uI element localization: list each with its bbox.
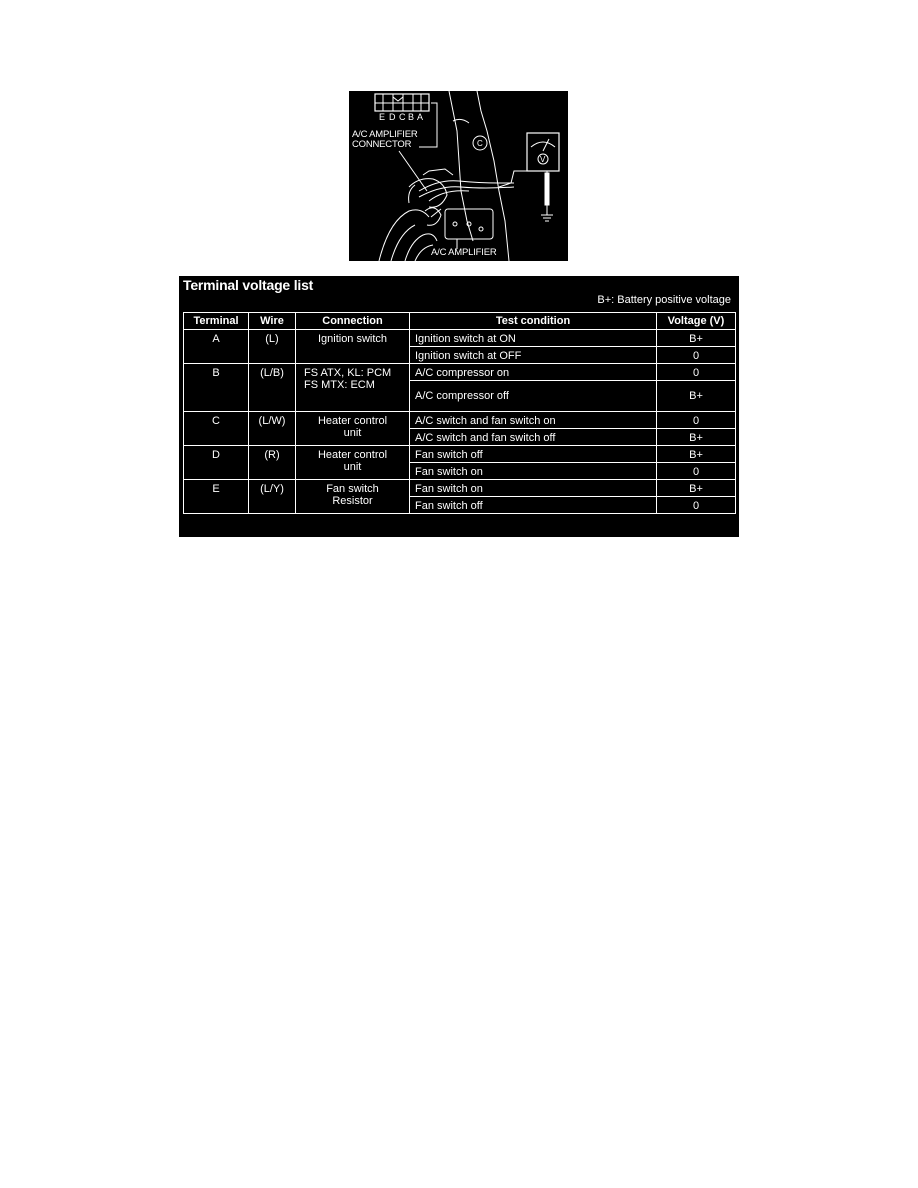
condition-cell: A/C compressor on <box>410 364 657 381</box>
condition-cell: Fan switch off <box>410 446 657 463</box>
connection-line: Heater control <box>317 449 388 461</box>
connection-line: Fan switch <box>326 483 379 495</box>
pin-label-c: C <box>399 112 406 122</box>
ground-symbol: C <box>477 139 483 148</box>
voltmeter-symbol: V <box>540 155 546 164</box>
amplifier-label: A/C AMPLIFIER <box>431 247 497 258</box>
table-row <box>184 330 736 347</box>
header-wire: Wire <box>249 313 296 330</box>
connection-line: Resistor <box>332 495 373 507</box>
condition-cell: A/C switch and fan switch on <box>410 412 657 429</box>
header-test-condition: Test condition <box>410 313 657 330</box>
connection-line: FS MTX: ECM <box>304 379 375 391</box>
wire-cell: (L/B) <box>249 364 296 412</box>
condition-cell: A/C compressor off <box>410 381 657 412</box>
connection-line: FS ATX, KL: PCM <box>304 367 392 379</box>
pin-label-d: D <box>389 112 396 122</box>
header-voltage: Voltage (V) <box>657 313 736 330</box>
voltage-cell: 0 <box>657 412 736 429</box>
connection-cell <box>296 364 410 412</box>
table-row <box>184 480 736 497</box>
condition-cell: Ignition switch at ON <box>410 330 657 347</box>
voltage-cell: 0 <box>657 497 736 514</box>
table-row <box>184 364 736 381</box>
wire-cell: (L/Y) <box>249 480 296 514</box>
connection-line: unit <box>343 427 362 439</box>
voltage-cell: 0 <box>657 364 736 381</box>
wire-cell: (L/W) <box>249 412 296 446</box>
header-connection: Connection <box>296 313 410 330</box>
connection-line: Ignition switch <box>317 333 388 345</box>
connection-cell <box>296 330 410 364</box>
pin-label-a: A <box>417 112 424 122</box>
voltage-cell: B+ <box>657 381 736 412</box>
terminal-cell: D <box>184 446 249 480</box>
wiring-diagram <box>349 91 568 261</box>
terminal-cell: E <box>184 480 249 514</box>
connection-cell <box>296 412 410 446</box>
table-header-row <box>184 313 736 330</box>
connection-cell <box>296 446 410 480</box>
wire-cell: (L) <box>249 330 296 364</box>
wire-cell: (R) <box>249 446 296 480</box>
table-row <box>184 446 736 463</box>
connector-label-line2: CONNECTOR <box>352 139 412 150</box>
voltage-cell: B+ <box>657 446 736 463</box>
condition-cell: Ignition switch at OFF <box>410 347 657 364</box>
terminal-voltage-panel <box>179 276 739 537</box>
condition-cell: Fan switch on <box>410 480 657 497</box>
pin-label-b: B <box>408 112 415 122</box>
connection-line: unit <box>343 461 362 473</box>
panel-title: Terminal voltage list <box>183 277 314 293</box>
voltage-cell: B+ <box>657 480 736 497</box>
connection-cell <box>296 480 410 514</box>
voltage-cell: B+ <box>657 429 736 446</box>
panel-note: B+: Battery positive voltage <box>597 294 731 306</box>
voltage-cell: B+ <box>657 330 736 347</box>
voltage-cell: 0 <box>657 463 736 480</box>
terminal-cell: C <box>184 412 249 446</box>
pin-label-e: E <box>379 112 386 122</box>
terminal-voltage-table <box>183 312 736 514</box>
connection-line: Heater control <box>317 415 388 427</box>
condition-cell: A/C switch and fan switch off <box>410 429 657 446</box>
condition-cell: Fan switch on <box>410 463 657 480</box>
table-row <box>184 412 736 429</box>
terminal-cell: B <box>184 364 249 412</box>
condition-cell: Fan switch off <box>410 497 657 514</box>
connector-label-line1: A/C AMPLIFIER <box>352 129 418 140</box>
header-terminal: Terminal <box>184 313 249 330</box>
terminal-cell: A <box>184 330 249 364</box>
voltage-cell: 0 <box>657 347 736 364</box>
